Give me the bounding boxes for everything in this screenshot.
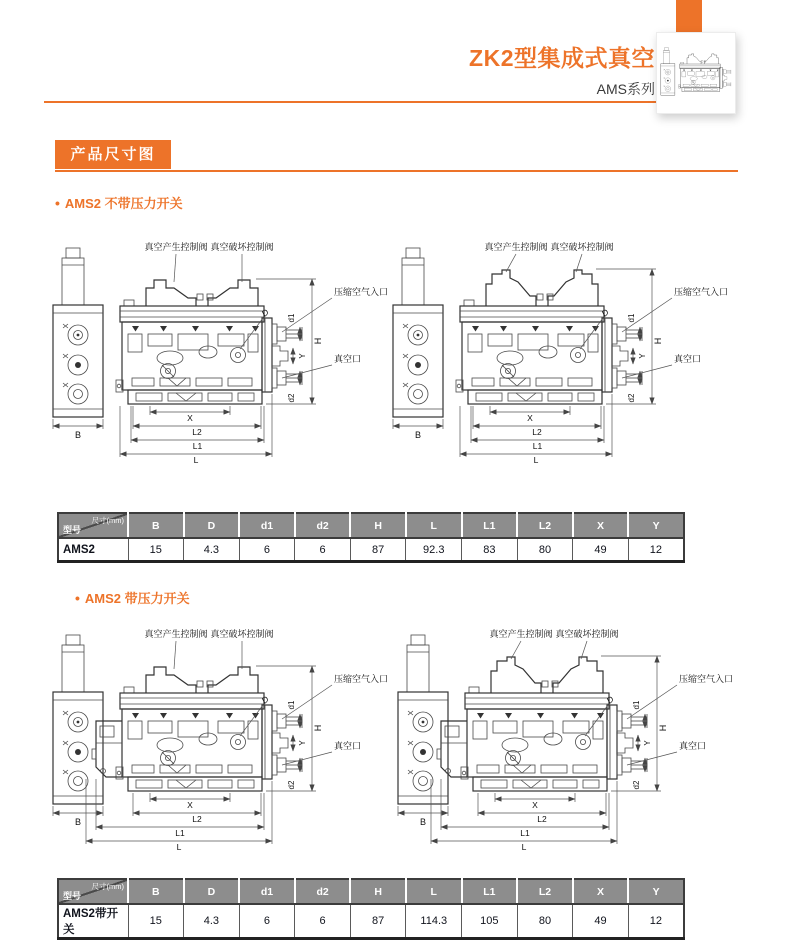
front-view	[116, 280, 264, 404]
column-header-X: X	[573, 879, 629, 904]
spec-table	[57, 512, 685, 563]
dim-d2-label: d2	[287, 780, 296, 790]
dim-X-label: X	[187, 800, 193, 810]
section-heading-text: AMS2 带压力开关	[84, 591, 190, 606]
dimension-drawing	[390, 238, 760, 468]
header-rule	[44, 101, 658, 103]
dim-L2-label: L2	[192, 427, 202, 437]
valve-generation-label: 真空产生控制阀	[144, 629, 208, 639]
product-thumbnail-drawing	[660, 42, 732, 104]
dim-H-label: H	[313, 337, 323, 345]
value-cell: 4.3	[184, 538, 240, 562]
value-cell: 114.3	[406, 904, 462, 939]
value-cell: 4.3	[184, 904, 240, 939]
vacuum-port-label: 真空口	[674, 354, 702, 364]
side-view	[661, 48, 675, 96]
port-side	[262, 705, 302, 779]
dimension-drawing	[395, 625, 765, 855]
column-header-L1: L1	[462, 513, 518, 538]
dim-L1-label: L1	[520, 828, 530, 838]
value-cell: 92.3	[406, 538, 462, 562]
dim-Y-label: Y	[298, 740, 307, 746]
dim-D-label: D	[259, 693, 271, 706]
corner-top-label: 尺寸(mm)	[91, 882, 124, 891]
dim-B-label: B	[74, 430, 82, 440]
column-header-Y: Y	[628, 513, 684, 538]
dim-L1-label: L1	[532, 441, 543, 451]
corner-header-cell	[58, 513, 128, 538]
column-header-D: D	[184, 879, 240, 904]
column-header-d2: d2	[295, 879, 351, 904]
value-cell: 80	[517, 904, 573, 939]
dimension-drawing-svg	[50, 625, 420, 855]
dim-d2-label: d2	[627, 393, 636, 403]
vacuum-port-label: 真空口	[334, 741, 362, 751]
dim-L-label: L	[176, 842, 182, 852]
column-header-L2: L2	[517, 879, 573, 904]
dim-d2-label: d2	[632, 780, 641, 790]
section-heading-1	[55, 193, 183, 212]
valve-break-label: 真空破坏控制阀	[210, 242, 274, 252]
dim-D-label: D	[604, 693, 616, 706]
column-header-L: L	[406, 879, 462, 904]
value-cell: 15	[128, 538, 184, 562]
dim-B-label: B	[74, 817, 82, 827]
column-header-L2: L2	[517, 513, 573, 538]
valve-break-label: 真空破坏控制阀	[210, 629, 274, 639]
front-view	[456, 270, 604, 404]
dim-L2-label: L2	[532, 427, 542, 437]
value-cell: 15	[128, 904, 184, 939]
air-inlet-label: 压缩空气入口	[334, 287, 389, 297]
air-inlet-label: 压缩空气入口	[679, 674, 734, 684]
bullet-icon: •	[55, 195, 60, 211]
port-side	[602, 318, 642, 392]
header-row	[58, 513, 684, 538]
dim-L2-label: L2	[192, 814, 202, 824]
column-header-d2: d2	[295, 513, 351, 538]
dim-B-label: B	[414, 430, 422, 440]
badge-rule	[55, 170, 738, 172]
front-view	[679, 54, 721, 92]
column-header-D: D	[184, 513, 240, 538]
dim-D-label: D	[259, 306, 271, 319]
corner-top-label: 尺寸(mm)	[91, 516, 124, 525]
dim-L1-label: L1	[175, 828, 185, 838]
valve-break-label: 真空破坏控制阀	[555, 629, 619, 639]
side-view	[53, 248, 103, 440]
dimensions	[460, 269, 663, 465]
column-header-B: B	[128, 513, 184, 538]
value-cell: 12	[628, 904, 684, 939]
header-row	[58, 879, 684, 904]
dim-Y-label: Y	[638, 353, 647, 359]
value-cell: 49	[573, 904, 629, 939]
dimension-drawing	[50, 625, 420, 855]
value-cell: 80	[517, 538, 573, 562]
dim-X-label: X	[187, 413, 193, 423]
dim-H-label: H	[313, 724, 323, 732]
dim-D-label: D	[599, 306, 611, 319]
side-view	[393, 248, 443, 440]
column-header-H: H	[350, 879, 406, 904]
thumbnail-svg	[660, 42, 732, 104]
value-cell: 87	[350, 904, 406, 939]
front-view	[437, 657, 609, 791]
value-cell: 87	[350, 538, 406, 562]
dim-L1-label: L1	[192, 441, 203, 451]
dimension-drawing-svg	[390, 238, 760, 468]
dim-L2-label: L2	[537, 814, 547, 824]
dim-B-label: B	[419, 817, 427, 827]
value-cell: 83	[462, 538, 518, 562]
dim-H-label: H	[658, 724, 668, 732]
value-cell: 6	[295, 538, 351, 562]
page-title: ZK2型集成式真空	[469, 45, 655, 71]
dimension-drawing-svg	[395, 625, 765, 855]
model-cell: AMS2带开关	[58, 904, 128, 939]
corner-bottom-label: 型号	[63, 525, 82, 535]
section-heading-text: AMS2 不带压力开关	[64, 196, 183, 211]
column-header-L: L	[406, 513, 462, 538]
dim-L-label: L	[533, 455, 539, 465]
spec-table	[57, 878, 685, 940]
dim-L-label: L	[521, 842, 527, 852]
column-header-H: H	[350, 513, 406, 538]
valve-generation-label: 真空产生控制阀	[144, 242, 208, 252]
column-header-L1: L1	[462, 879, 518, 904]
spec-table-container	[57, 878, 685, 940]
valve-generation-label: 真空产生控制阀	[484, 242, 548, 252]
port-side	[607, 705, 647, 779]
column-header-d1: d1	[239, 513, 295, 538]
spec-row	[58, 538, 684, 562]
section-badge: 产品尺寸图	[55, 140, 171, 169]
valve-generation-label: 真空产生控制阀	[489, 629, 553, 639]
dim-L-label: L	[193, 455, 199, 465]
bullet-icon: •	[75, 590, 80, 606]
column-header-d1: d1	[239, 879, 295, 904]
dim-Y-label: Y	[643, 740, 652, 746]
air-inlet-label: 压缩空气入口	[674, 287, 729, 297]
dim-d1-label: d1	[287, 313, 296, 323]
corner-bottom-label: 型号	[63, 891, 82, 901]
port-side	[262, 318, 302, 392]
spec-row	[58, 904, 684, 939]
model-cell: AMS2	[58, 538, 128, 562]
dim-X-label: X	[527, 413, 533, 423]
dim-d1-label: d1	[287, 700, 296, 710]
product-thumbnail-card	[656, 32, 736, 114]
vacuum-port-label: 真空口	[679, 741, 707, 751]
value-cell: 12	[628, 538, 684, 562]
value-cell: 6	[239, 538, 295, 562]
dim-d1-label: d1	[627, 313, 636, 323]
dim-H-label: H	[653, 337, 663, 345]
dim-Y-label: Y	[298, 353, 307, 359]
spec-table-container	[57, 512, 685, 563]
corner-header-cell	[58, 879, 128, 904]
front-view	[92, 667, 264, 791]
dim-d2-label: d2	[287, 393, 296, 403]
dim-X-label: X	[532, 800, 538, 810]
column-header-B: B	[128, 879, 184, 904]
dim-d1-label: d1	[632, 700, 641, 710]
value-cell: 6	[295, 904, 351, 939]
value-cell: 6	[239, 904, 295, 939]
vacuum-port-label: 真空口	[334, 354, 362, 364]
value-cell: 49	[573, 538, 629, 562]
brand-tab	[676, 0, 702, 33]
dimensions	[120, 279, 323, 465]
column-header-X: X	[573, 513, 629, 538]
port-side	[720, 67, 731, 88]
valve-break-label: 真空破坏控制阀	[550, 242, 614, 252]
value-cell: 105	[462, 904, 518, 939]
dimension-drawing-svg	[50, 238, 420, 468]
air-inlet-label: 压缩空气入口	[334, 674, 389, 684]
dimension-drawing	[50, 238, 420, 468]
series-label: AMS系列	[596, 81, 655, 97]
section-heading-2	[75, 588, 190, 607]
column-header-Y: Y	[628, 879, 684, 904]
